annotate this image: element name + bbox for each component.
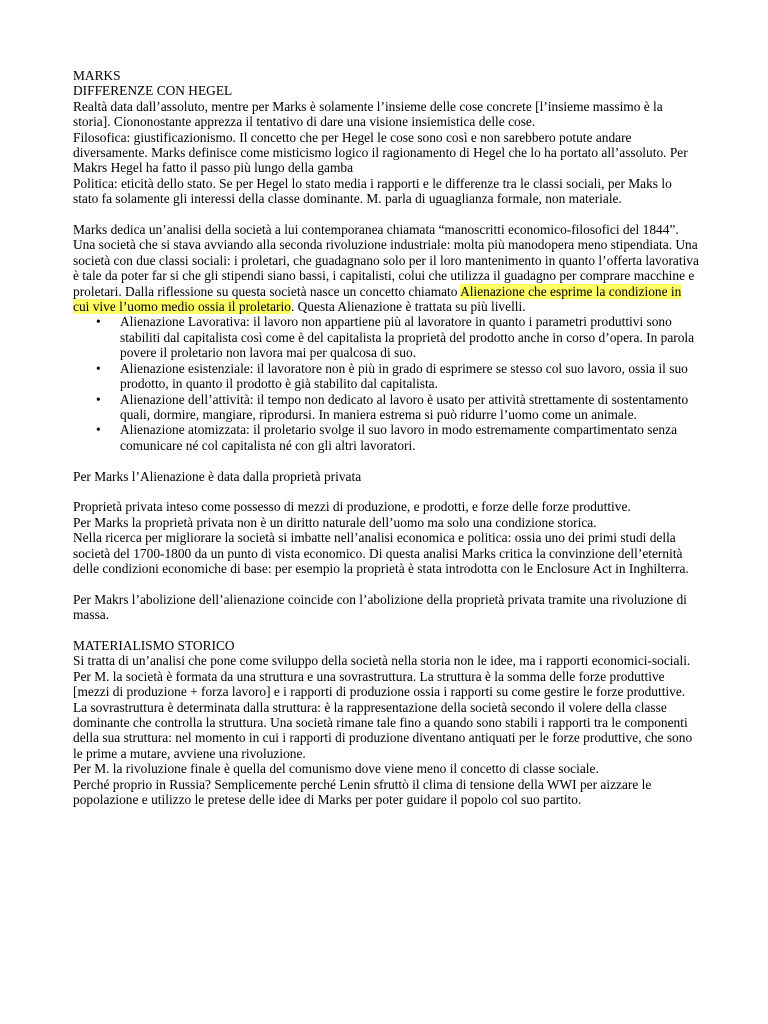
paragraph-russia: Perché proprio in Russia? Semplicemente perché Lenin sfruttò il clima di tensione della WWI per aizzare le popolazione e utilizzo le pretese delle idee di Marks per poter guidare il popolo col suo partito. [73,776,652,808]
paragraph-realta: Realtà data dall’assoluto, mentre per Marks è solamente l’insieme delle cose concrete [l’insieme massimo è la storia]. Ciononostante apprezza il tentativo di dare una visione insiemistica delle cose. [73,98,663,130]
spacer [73,207,699,222]
spacer [73,576,699,591]
alienazione-list [73,314,699,453]
spacer [73,484,699,499]
list-item-text: Alienazione esistenziale: il lavoratore non è più in grado di esprimere se stesso col suo lavoro, ossia il suo prodotto, in quanto il prodotto è già stabilito dal capitalista. [120,360,688,392]
list-item-text: Alienazione Lavorativa: il lavoro non appartiene più al lavoratore in quanto i parametri produttivi sono stabiliti dal capitalista così come è del capitalista la proprietà del prodotto anche in corso d’opera. In parola povere il proletario non lavora mai per qualcosa di suo. [120,314,695,361]
list-item-text: Alienazione atomizzata: il proletario svolge il suo lavoro in modo estremamente compartimentato senza comunicare né col capitalista né con gli altri lavoratori. [120,422,678,453]
paragraph-alienazione-intro [73,222,699,314]
bullet-icon: • [96,314,101,330]
list-item [73,422,699,453]
paragraph-text: . Questa Alienazione è trattata su più livelli. [290,299,526,315]
document-page [73,68,699,807]
spacer [73,453,699,468]
bullet-icon: • [96,391,101,407]
list-item-text: Alienazione dell’attività: il tempo non dedicato al lavoro è usato per attività strettamente di sostentamento quali, dormire, mangiare, riprodursi. In maniera estrema si può ridurre l’uomo come un animale. [120,391,689,422]
document-title: MARKS [73,68,121,83]
paragraph-possesso: Proprietà privata inteso come possesso di mezzi di produzione, e prodotti, e forze delle forze produttive. [73,499,631,515]
bullet-icon: • [96,422,101,438]
paragraph-politica: Politica: eticità dello stato. Se per Hegel lo stato media i rapporti e le differenze tra le classi sociali, per Maks lo stato fa solamente gli interessi della classe dominante. M. parla di uguaglianza formale, non materiale. [73,175,672,207]
highlighted-text: Alienazione che esprime la condizione in cui vive l’uomo medio ossia il proletario [73,283,682,315]
paragraph-analisi-economica: Nella ricerca per migliorare la società si imbatte nell’analisi economica e politica: ossia uno dei primi studi della società del 1700-1800 da un punto di vista economico. Di questa analisi Marks critica la convinzione dell’eternità delle condizioni economiche di base: per esempio la proprietà è stata introdotta con le Enclosure Act in Inghilterra. [73,530,689,576]
list-item [73,361,699,392]
paragraph-rivoluzione-finale: Per M. la rivoluzione finale è quella del comunismo dove viene meno il concetto di classe sociale. [73,761,599,777]
paragraph-proprieta-privata: Per Marks l’Alienazione è data dalla proprietà privata [73,468,362,484]
section-heading-materialismo: MATERIALISMO STORICO [73,637,235,653]
paragraph-condizione-storica: Per Marks la proprietà privata non è un diritto naturale dell’uomo ma solo una condizione storica. [73,514,597,530]
paragraph-text: Marks dedica un’analisi della società a lui contemporanea chiamata “manoscritti economico-filosofici del 1844”. Una società che si stava avviando alla seconda rivoluzione industriale: molta più manodopera meno stipendiata. Una società con due classi sociali: i proletari, che guadagnano solo per il loro mantenimento in quanto l’offerta lavorativa è tale da poter far si che gli stipendi siano bassi, i capitalisti, colui che utilizza il guadagno per comprare macchine e proletari. Dalla riflessione su questa società nasce un concetto chiamato [73,222,699,299]
paragraph-abolizione: Per Makrs l’abolizione dell’alienazione coincide con l’abolizione della proprietà privata tramite una rivoluzione di massa. [73,591,687,623]
paragraph-filosofica: Filosofica: giustificazionismo. Il concetto che per Hegel le cose sono così e non sarebbero potute andare diversamente. Marks definisce come misticismo logico il ragionamento di Hegel che lo ha portato all’assoluto. Per Makrs Hegel ha fatto il passo più lungo della gamba [73,129,688,176]
section-heading-differenze: DIFFERENZE CON HEGEL [73,83,233,99]
bullet-icon: • [96,360,101,376]
list-item [73,392,699,423]
spacer [73,623,699,638]
list-item [73,314,699,360]
paragraph-materialismo: Si tratta di un’analisi che pone come sviluppo della società nella storia non le idee, ma i rapporti economici-sociali. Per M. la società è formata da una struttura e una sovrastruttura. La struttura è la somma delle forze produttive [mezzi di produzione + forza lavoro] e i rapporti di produzione ossia i rapporti su come gestire le forze produttive. La sovrastruttura è determinata dalla struttura: è la rappresentazione della società secondo il volere della classe dominante che controlla la struttura. Una società rimane tale fino a quando sono stabili i rapporti tra le componenti della sua struttura: nel momento in cui i rapporti di produzione diventano antiquati per le forze produttive, che sono le prime a mutare, avviene una rivoluzione. [73,653,693,761]
